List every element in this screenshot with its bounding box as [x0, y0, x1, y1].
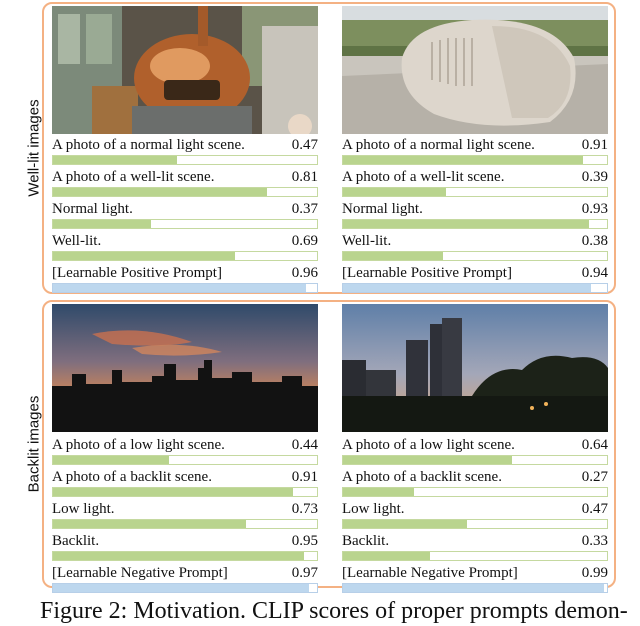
photo-pizza-oven	[52, 6, 318, 134]
score-bar	[343, 488, 414, 496]
prompt-label: Backlit.	[52, 533, 100, 549]
score-value: 0.69	[291, 233, 318, 249]
prompt-label: A photo of a backlit scene.	[342, 469, 502, 485]
score-value: 0.95	[291, 533, 318, 549]
prompt-label: Normal light.	[52, 201, 133, 217]
score-row	[342, 200, 608, 232]
prompt-label: [Learnable Negative Prompt]	[52, 565, 228, 581]
score-row	[342, 564, 608, 596]
score-row	[342, 136, 608, 168]
score-value: 0.91	[291, 469, 318, 485]
score-row	[342, 264, 608, 296]
score-value: 0.39	[581, 169, 608, 185]
score-row	[52, 232, 318, 264]
score-row	[342, 436, 608, 468]
score-row	[342, 532, 608, 564]
prompt-label: Low light.	[342, 501, 405, 517]
prompt-label: A photo of a normal light scene.	[342, 137, 535, 153]
score-bar	[343, 456, 512, 464]
prompt-label: A photo of a low light scene.	[52, 437, 225, 453]
score-value: 0.64	[581, 437, 608, 453]
score-bar	[53, 220, 151, 228]
score-row	[52, 436, 318, 468]
photo-towers-dusk	[342, 304, 608, 432]
score-bar	[343, 220, 589, 228]
prompt-label: Well-lit.	[342, 233, 392, 249]
score-bar	[53, 520, 246, 528]
score-value: 0.37	[291, 201, 318, 217]
score-bar	[343, 156, 583, 164]
score-value: 0.44	[291, 437, 318, 453]
score-value: 0.93	[581, 201, 608, 217]
score-bar	[53, 284, 306, 292]
prompt-label: [Learnable Negative Prompt]	[342, 565, 518, 581]
score-bar	[343, 284, 591, 292]
score-value: 0.97	[291, 565, 318, 581]
section-label-well-lit: Well-lit images	[25, 99, 43, 197]
score-value: 0.73	[291, 501, 318, 517]
prompt-label: A photo of a backlit scene.	[52, 469, 212, 485]
prompt-label: [Learnable Positive Prompt]	[342, 265, 512, 281]
score-value: 0.94	[581, 265, 608, 281]
score-row	[52, 564, 318, 596]
score-value: 0.81	[291, 169, 318, 185]
score-value: 0.91	[581, 137, 608, 153]
score-bar	[343, 584, 604, 592]
score-row	[52, 168, 318, 200]
prompt-label: A photo of a well-lit scene.	[342, 169, 505, 185]
prompt-label: A photo of a normal light scene.	[52, 137, 245, 153]
prompt-label: Well-lit.	[52, 233, 102, 249]
photo-city-sunset	[52, 304, 318, 432]
score-row	[342, 468, 608, 500]
prompt-label: Normal light.	[342, 201, 423, 217]
score-row	[52, 500, 318, 532]
photo-stone-monument	[342, 6, 608, 134]
section-label-backlit: Backlit images	[25, 395, 43, 493]
prompt-label: A photo of a well-lit scene.	[52, 169, 215, 185]
score-bar	[53, 488, 293, 496]
score-row	[52, 264, 318, 296]
score-bar	[53, 552, 304, 560]
score-bar	[53, 252, 235, 260]
score-value: 0.99	[581, 565, 608, 581]
score-value: 0.38	[581, 233, 608, 249]
score-bar	[343, 252, 443, 260]
score-bar	[343, 188, 446, 196]
score-value: 0.27	[581, 469, 608, 485]
score-bar	[53, 156, 177, 164]
figure-caption: Figure 2: Motivation. CLIP scores of proper prompts demon-	[40, 598, 628, 624]
score-row	[342, 168, 608, 200]
score-value: 0.33	[581, 533, 608, 549]
score-row	[52, 136, 318, 168]
score-bar	[53, 456, 169, 464]
score-value: 0.96	[291, 265, 318, 281]
score-row	[342, 232, 608, 264]
score-row	[52, 200, 318, 232]
score-bar	[53, 584, 309, 592]
prompt-label: A photo of a low light scene.	[342, 437, 515, 453]
score-row	[52, 532, 318, 564]
score-value: 0.47	[581, 501, 608, 517]
prompt-label: Low light.	[52, 501, 115, 517]
prompt-label: Backlit.	[342, 533, 390, 549]
score-row	[52, 468, 318, 500]
score-bar	[53, 188, 267, 196]
score-row	[342, 500, 608, 532]
score-bar	[343, 552, 430, 560]
prompt-label: [Learnable Positive Prompt]	[52, 265, 222, 281]
score-bar	[343, 520, 467, 528]
score-value: 0.47	[291, 137, 318, 153]
